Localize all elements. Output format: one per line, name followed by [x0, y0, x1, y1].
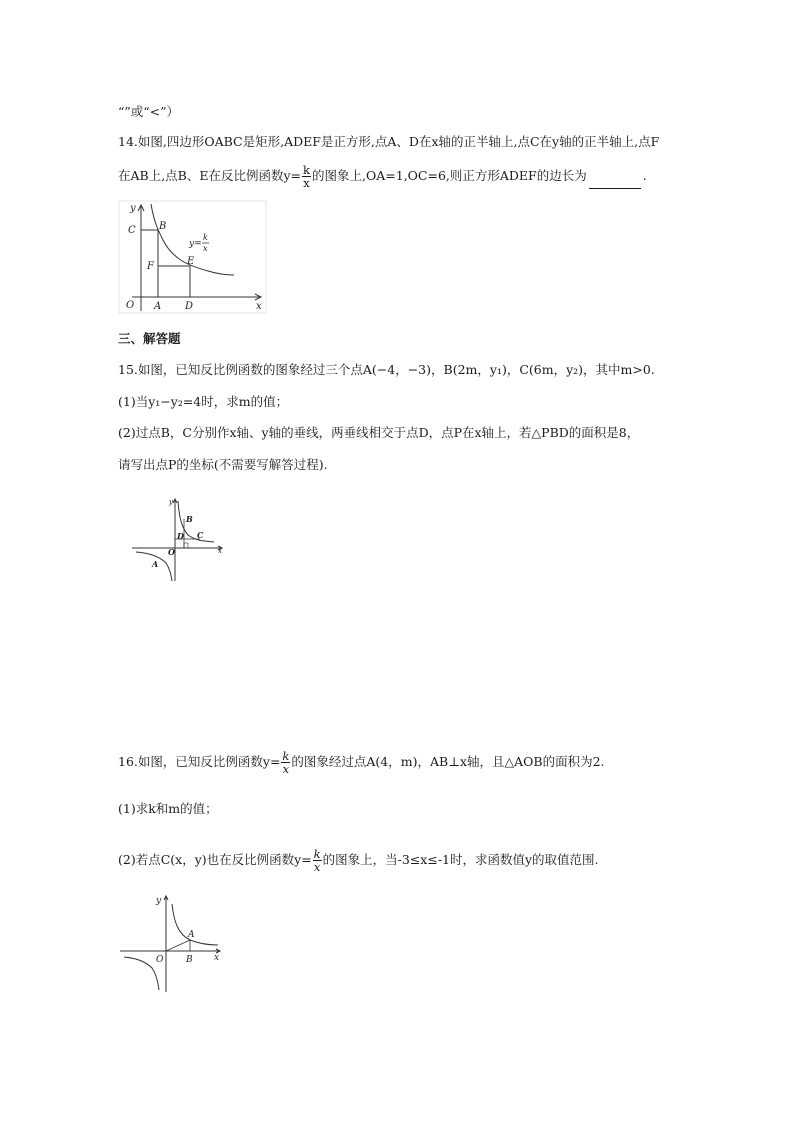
q14-square-adef: [158, 266, 190, 297]
q14-line1: 14.如图,四边形OABC是矩形,ADEF是正方形,点A、D在x轴的正半轴上,点C在y轴的正半轴上,点F: [118, 134, 660, 149]
q16-curve-q3: [124, 957, 159, 990]
q16-fraction-2: $\frac{k}{x}$: [313, 847, 321, 874]
q16-line-oa: [166, 940, 190, 951]
q16-fraction: $\frac{k}{x}$: [282, 749, 290, 776]
section-heading: 三、解答题: [118, 331, 181, 346]
q15-part2-line2: 请写出点P的坐标(不需要写解答过程).: [118, 457, 328, 472]
q14-label-o: O: [126, 300, 135, 311]
q16-label-o: O: [156, 955, 164, 965]
q14-label-a: A: [154, 301, 162, 312]
q14-func-num: k: [203, 233, 208, 242]
q15-label-d: D: [177, 531, 184, 541]
q16-label-x: x: [214, 953, 220, 963]
q14-line2: 在AB上,点B、E在反比例函数y= $\frac{k}{x}$ 的图象上,OA=1,OC=6,则正方形ADEF的边长为 .: [118, 163, 647, 190]
q14-label-b: B: [159, 221, 167, 232]
q14-label-y: y: [130, 203, 136, 214]
q16-label-y: y: [156, 896, 162, 906]
q14-answer-blank: [589, 174, 641, 189]
q14-figure: [118, 200, 268, 315]
q16-figure: [118, 892, 228, 997]
q14-fraction: $\frac{k}{x}$: [303, 163, 311, 190]
q14-label-e: E: [187, 256, 195, 267]
q15-label-a: A: [152, 559, 159, 569]
q14-func-den: x: [203, 244, 208, 253]
q16-label-a: A: [188, 930, 195, 940]
q16-curve-q1: [172, 904, 218, 945]
q15-label-o: O: [168, 547, 175, 557]
q14-label-f: F: [147, 261, 154, 272]
q14-label-x: x: [256, 301, 262, 312]
q16-line1: 16.如图，已知反比例函数y= $\frac{k}{x}$ 的图象经过点A(4，m)，AB⊥x轴，且△AOB的面积为2.: [118, 749, 605, 776]
q15-label-b: B: [186, 514, 193, 524]
q14-label-d: D: [185, 301, 194, 312]
top-fragment: “”或“<”）: [118, 104, 180, 119]
q15-part1: (1)当y₁−y₂=4时，求m的值；: [118, 394, 289, 409]
q15-right-angle-mark: [184, 543, 188, 548]
q14-func-lhs: y=: [189, 239, 202, 249]
q16-part1: (1)求k和m的值；: [118, 801, 218, 816]
q14-label-c: C: [128, 225, 136, 236]
q15-figure: [130, 495, 230, 585]
q15-label-y: y: [169, 498, 173, 506]
q16-label-b: B: [186, 955, 193, 965]
q15-label-c: C: [197, 530, 204, 540]
q15-label-x: x: [218, 547, 222, 555]
q16-part2: (2)若点C(x，y)也在反比例函数y= $\frac{k}{x}$ 的图象上，当-3≤x≤-1时，求函数值y的取值范围.: [118, 847, 599, 874]
q15-line1: 15.如图，已知反比例函数的图象经过三个点A(−4，−3)，B(2m，y₁)，C(6m，y₂)，其中m>0.: [118, 362, 655, 377]
q15-part2-line1: (2)过点B，C分别作x轴、y轴的垂线，两垂线相交于点D，点P在x轴上，若△PBD的面积是8，: [118, 425, 640, 440]
